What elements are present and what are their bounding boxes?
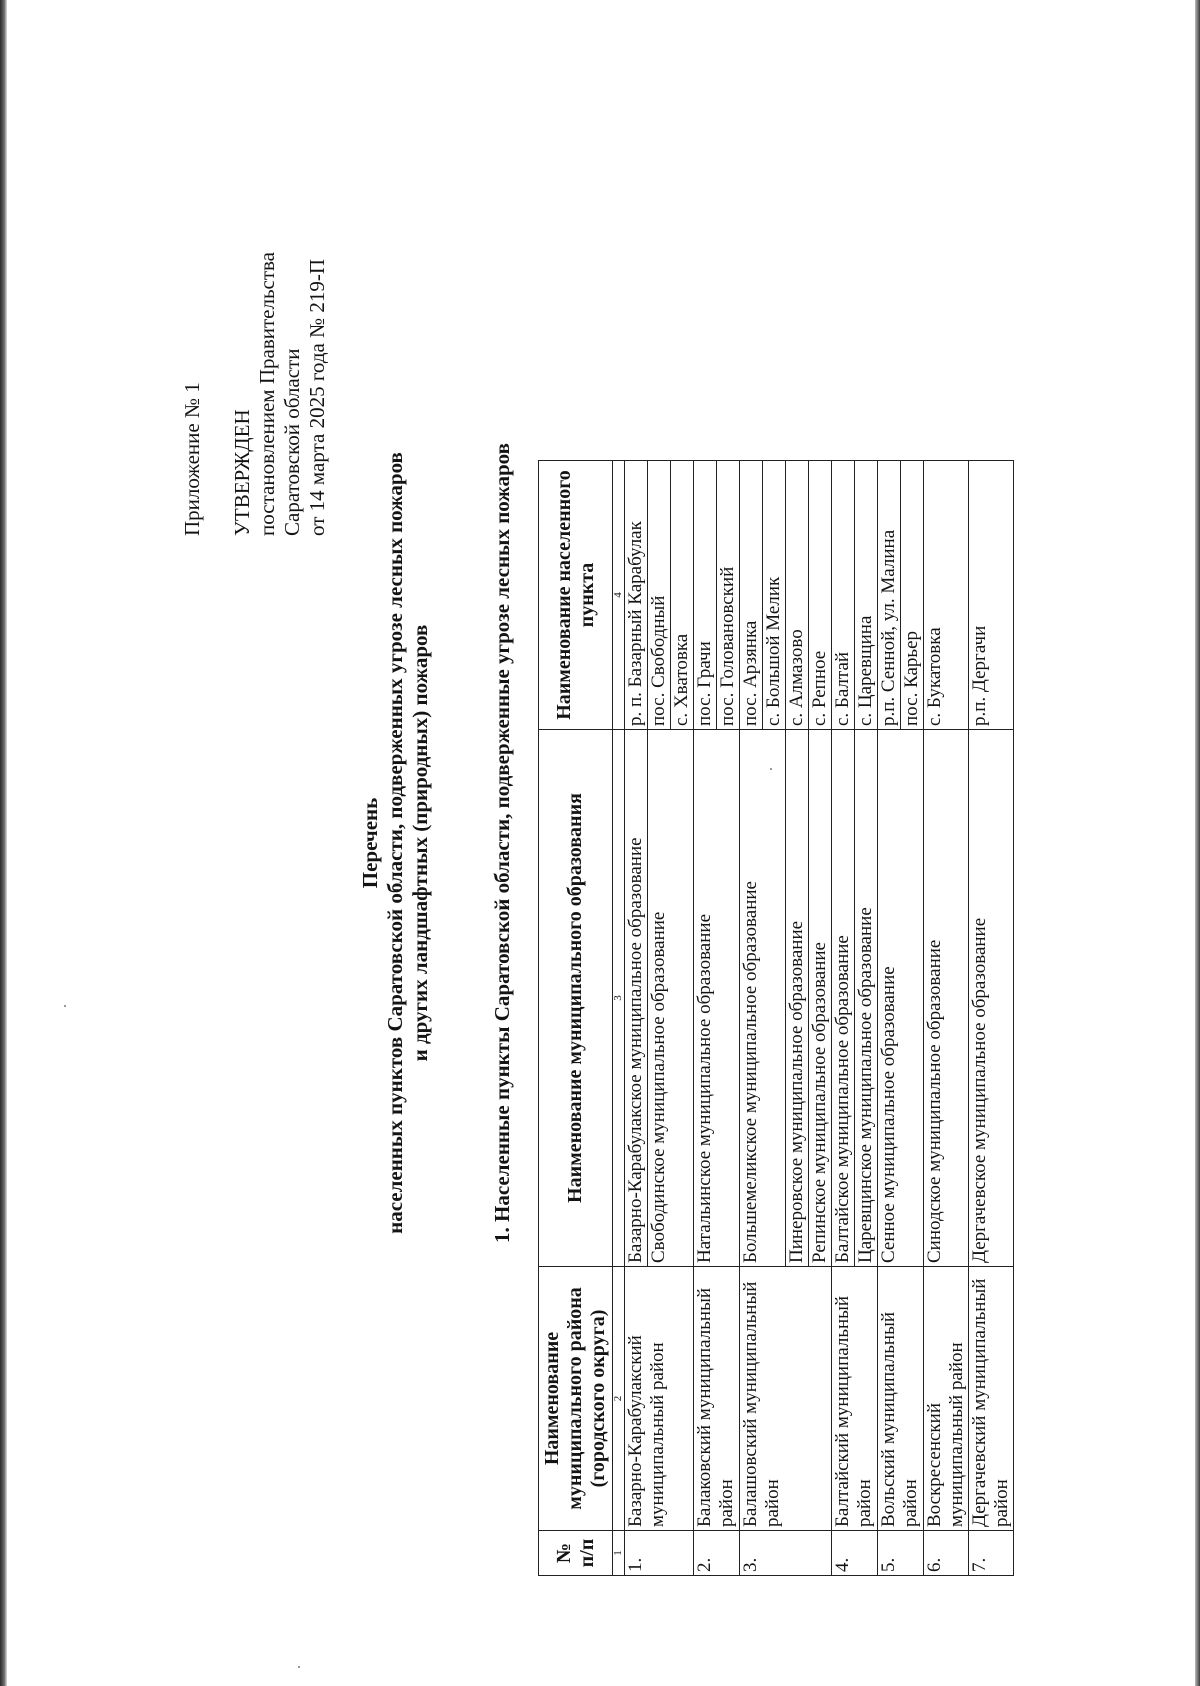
header-number: № п/п: [539, 1531, 613, 1576]
row-number: 1.: [625, 1531, 694, 1576]
table-row: [832, 461, 855, 1576]
district-cell: Вольский муниципальный район: [878, 1267, 924, 1531]
settlement-cell: р.п. Сенной, ул. Малина: [878, 461, 901, 730]
row-number: 7.: [969, 1531, 1014, 1576]
settlement-cell: пос. Свободный: [648, 461, 671, 730]
municipality-cell: Базарно-Карабулакское муниципальное образование: [625, 730, 648, 1267]
municipality-cell: Свободинское муниципальное образование: [648, 730, 694, 1267]
row-number: 3.: [740, 1531, 832, 1576]
table-row: [625, 461, 648, 1576]
district-cell: Воскресенский муниципальный район: [924, 1267, 969, 1531]
settlements-table: [538, 460, 1014, 1576]
settlement-cell: с. Балтай: [832, 461, 855, 730]
settlement-cell: с. Царевщина: [855, 461, 878, 730]
approval-line: Саратовской области: [280, 348, 304, 536]
table-header-row: [539, 461, 613, 1576]
settlement-cell: пос. Грачи: [694, 461, 717, 730]
settlement-cell: пос. Карьер: [901, 461, 924, 730]
column-number: 2: [613, 1267, 625, 1531]
title-line: населенных пунктов Саратовской области, подверженных угрозе лесных пожаров: [383, 452, 407, 1234]
municipality-cell: Репинское муниципальное образование: [809, 730, 832, 1267]
settlement-cell: с. Большой Мелик: [763, 461, 786, 730]
table-row: [969, 461, 1014, 1576]
header-municipality: Наименование муниципального образования: [539, 730, 613, 1267]
district-cell: Балаковский муниципальный район: [694, 1267, 740, 1531]
approval-block: [180, 252, 330, 536]
settlement-cell: р.п. Дергачи: [969, 461, 1014, 730]
table-row: [694, 461, 717, 1576]
municipality-cell: Дергачевское муниципальное образование: [969, 730, 1014, 1267]
column-numbers-row: [613, 461, 625, 1576]
settlement-cell: с. Алмазово: [786, 461, 809, 730]
table-row: [740, 461, 763, 1576]
district-cell: Базарно-Карабулакский муниципальный район: [625, 1267, 694, 1531]
settlement-cell: пос. Головановский: [717, 461, 740, 730]
header-settlement: Наименование населенного пункта: [539, 461, 613, 730]
municipality-cell: Сенное муниципальное образование: [878, 730, 924, 1267]
table-body: [625, 461, 1014, 1576]
section-heading: 1. Населенные пункты Саратовской области, подверженные угрозе лесных пожаров: [490, 443, 514, 1244]
district-cell: Балашовский муниципальный район: [740, 1267, 832, 1531]
column-number: 1: [613, 1531, 625, 1576]
approval-line: постановлением Правительства: [255, 251, 279, 536]
municipality-cell: Балтайское муниципальное образование: [832, 730, 855, 1267]
row-number: 6.: [924, 1531, 969, 1576]
appendix-number: Приложение № 1: [180, 382, 204, 536]
column-number: 4: [613, 461, 625, 730]
settlement-cell: с. Хватовка: [671, 461, 694, 730]
column-number: 3: [613, 730, 625, 1267]
municipality-cell: Большемеликское муниципальное образование: [740, 730, 786, 1267]
header-district: Наименование муниципального района (городского округа): [539, 1267, 613, 1531]
settlement-cell: р. п. Базарный Карабулак: [625, 461, 648, 730]
row-number: 4.: [832, 1531, 878, 1576]
municipality-cell: Пинеровское муниципальное образование: [786, 730, 809, 1267]
municipality-cell: Натальинское муниципальное образование: [694, 730, 740, 1267]
approved-label: УТВЕРЖДЕН: [230, 409, 254, 536]
row-number: 5.: [878, 1531, 924, 1576]
settlement-cell: с. Букатовка: [924, 461, 969, 730]
table-row: [878, 461, 901, 1576]
row-number: 2.: [694, 1531, 740, 1576]
title-line: и других ландшафтных (природных) пожаров: [408, 624, 432, 1062]
settlement-cell: с. Репное: [809, 461, 832, 730]
document-title: [358, 0, 433, 1686]
municipality-cell: Синодское муниципальное образование: [924, 730, 969, 1267]
municipality-cell: Царевщинское муниципальное образование: [855, 730, 878, 1267]
table-row: [924, 461, 969, 1576]
district-cell: Балтайский муниципальный район: [832, 1267, 878, 1531]
district-cell: Дергачевский муниципальный район: [969, 1267, 1014, 1531]
approval-date: от 14 марта 2025 года № 219-П: [305, 258, 329, 536]
title-main: Перечень: [358, 797, 382, 889]
settlement-cell: пос. Арзянка: [740, 461, 763, 730]
